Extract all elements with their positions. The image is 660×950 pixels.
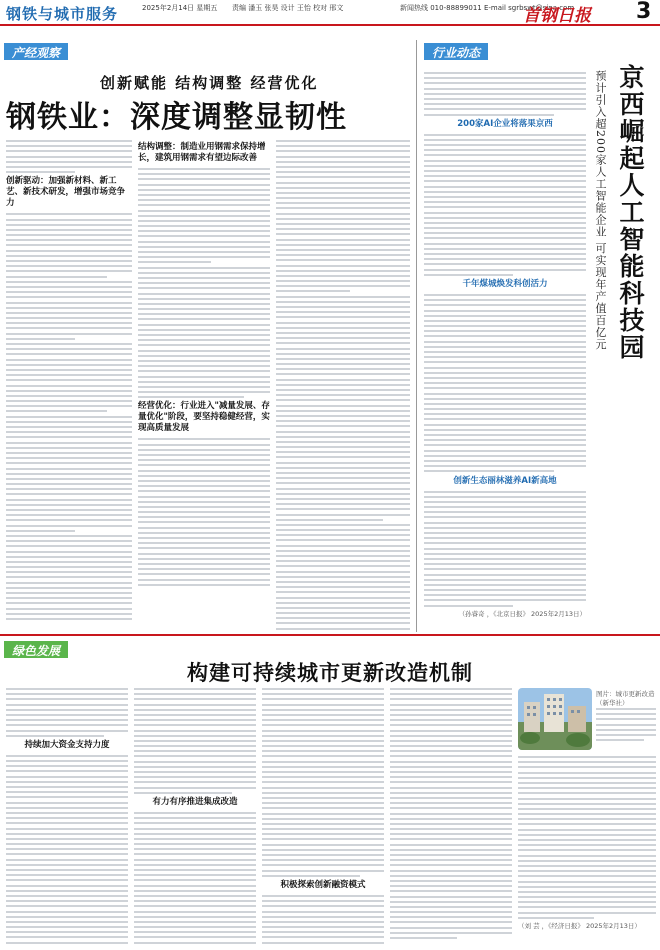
contact-line: 新闻热线 010-88899011 E-mail sgrbswt@sina.com bbox=[400, 4, 575, 12]
vertical-headline: 京西崛起人工智能科技园 bbox=[616, 64, 645, 361]
article-column-9 bbox=[518, 756, 656, 946]
subhead-ai-ecosystem: 创新生态丽林滋养AI新高地 bbox=[453, 475, 557, 486]
article-column-4 bbox=[424, 72, 586, 632]
story-byline-right: （孙睿奇 ，《北京日报》 2025年2月13日） bbox=[458, 609, 586, 618]
section-tag-news: 行业动态 bbox=[424, 43, 488, 60]
photo-caption bbox=[596, 688, 656, 750]
subhead-operation: 经营优化：行业进入"减量发展、存量优化"阶段，要坚持稳健经营，实现高质量发展 bbox=[138, 401, 270, 434]
issue-date: 2025年2月14日 星期五 bbox=[142, 4, 218, 12]
article-column-6 bbox=[134, 688, 256, 946]
story-kicker: 创新赋能 结构调整 经营优化 bbox=[100, 74, 319, 92]
subhead-ai-firms: 200家AI企业将落果京西 bbox=[457, 118, 553, 129]
vertical-subtitle: 预计引入超200家人工智能企业 可实现年产值百亿元 bbox=[594, 70, 607, 351]
story-headline: 钢铁业：深度调整显韧性 bbox=[6, 100, 347, 135]
article-column-2 bbox=[138, 140, 270, 630]
article-column-8 bbox=[390, 688, 512, 946]
subhead-renovation: 有力有序推进集成改造 bbox=[152, 796, 238, 807]
photo-caption-text: 图片：城市更新改造（新华社） bbox=[596, 690, 655, 707]
section-tag-industry: 产经观察 bbox=[4, 43, 68, 60]
page-number: 3 bbox=[636, 0, 652, 24]
section-name: 钢铁与城市服务 bbox=[6, 5, 119, 23]
staff-credits: 责编 潘玉 张昊 设计 王怡 校对 邢文 bbox=[232, 4, 344, 12]
article-column-1 bbox=[6, 140, 132, 630]
newspaper-logo: 首钢日报 bbox=[523, 6, 591, 26]
column-divider bbox=[416, 40, 417, 632]
article-column-5 bbox=[6, 688, 128, 946]
article-column-3 bbox=[276, 140, 410, 630]
subhead-innovation: 创新驱动：加强新材料、新工艺、新技术研发，增强市场竞争力 bbox=[6, 176, 126, 209]
article-column-7 bbox=[262, 688, 384, 946]
city-renovation-photo bbox=[518, 688, 592, 750]
subhead-financing: 积极探索创新融资模式 bbox=[280, 879, 366, 890]
masthead bbox=[0, 0, 660, 26]
subhead-funding: 持续加大资金支持力度 bbox=[24, 739, 110, 750]
subhead-structure: 结构调整：制造业用钢需求保持增长，建筑用钢需求有望边际改善 bbox=[138, 142, 266, 163]
subhead-coal-city: 千年煤城焕发科创活力 bbox=[462, 278, 548, 289]
section-tag-green: 绿色发展 bbox=[4, 641, 68, 658]
building-photo-illustration bbox=[518, 688, 592, 750]
story-headline-bottom: 构建可持续城市更新改造机制 bbox=[187, 660, 473, 685]
section-divider bbox=[0, 634, 660, 636]
story-byline-bottom: （刘 芸 ，《经济日报》 2025年2月13日） bbox=[518, 922, 641, 930]
